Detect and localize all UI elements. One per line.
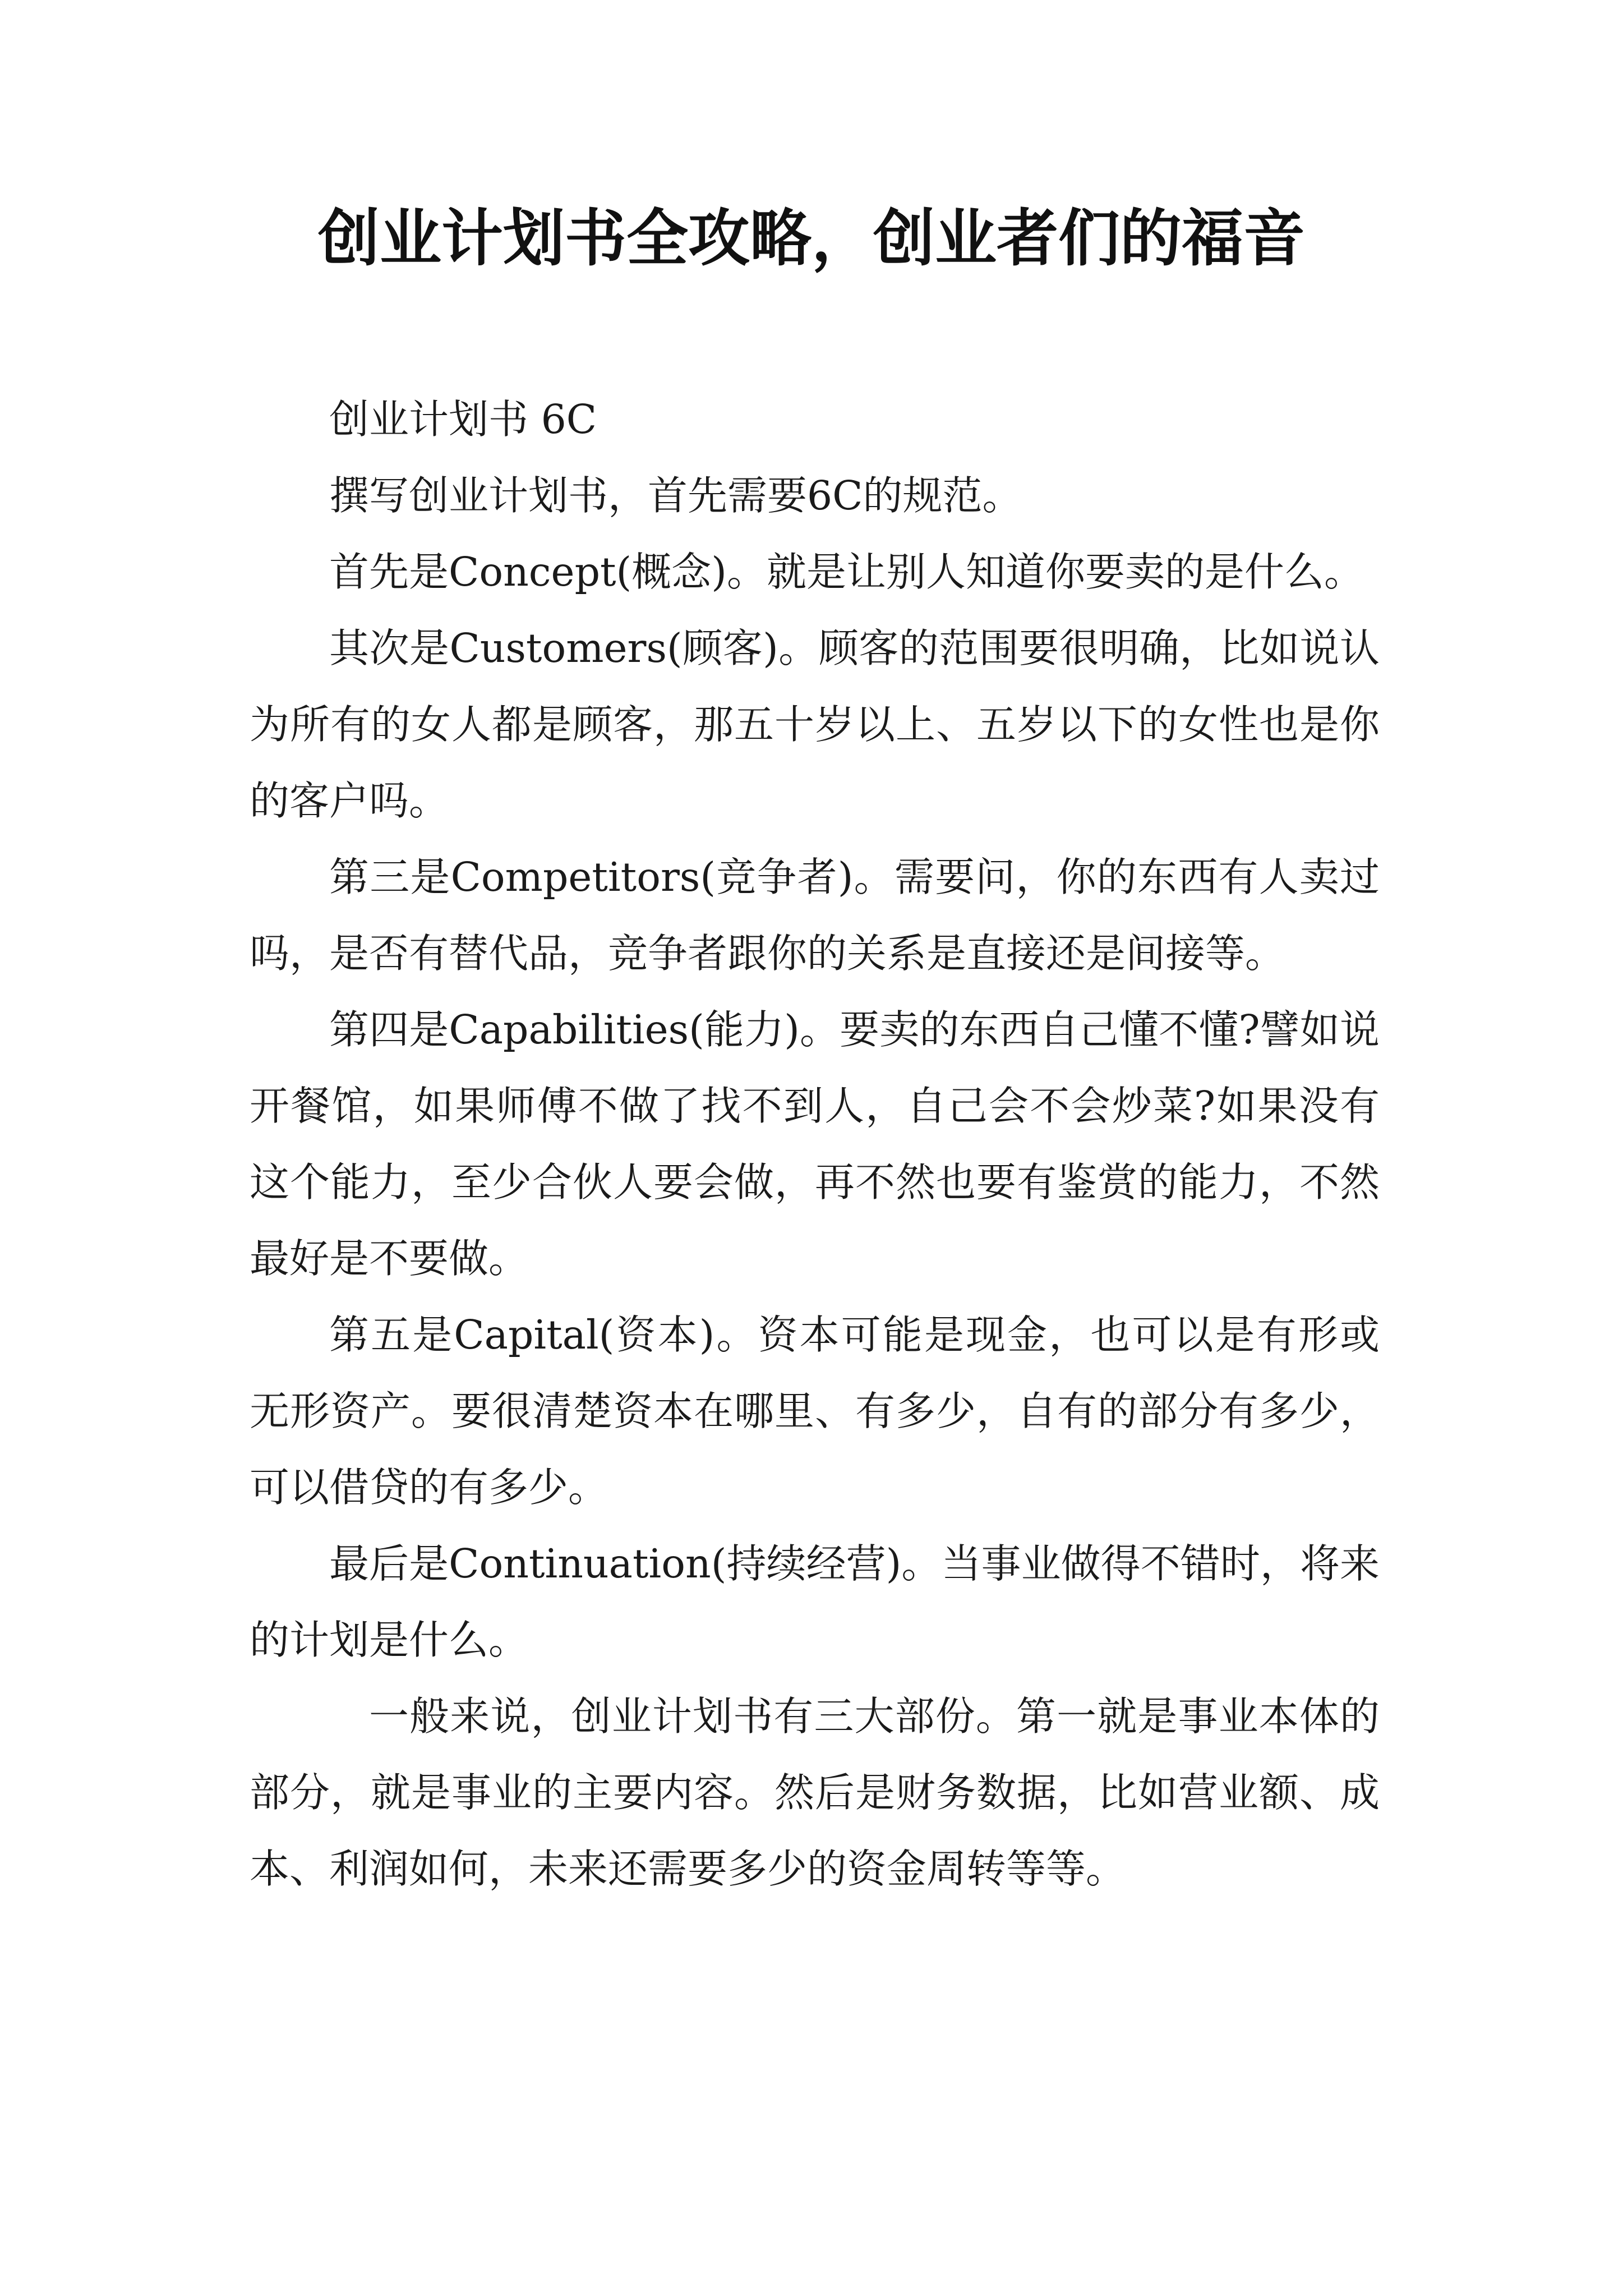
document-body xyxy=(250,381,1380,1907)
paragraph-continuation: 最后是Continuation(持续经营)。当事业做得不错时，将来的计划是什么。 xyxy=(250,1540,1380,1663)
paragraph-competitors: 第三是Competitors(竞争者)。需要问，你的东西有人卖过吗，是否有替代品，竞争者跟你的关系是直接还是间接等。 xyxy=(250,854,1380,977)
paragraph-capabilities: 第四是Capabilities(能力)。要卖的东西自己懂不懂?譬如说开餐馆，如果师傅不做了找不到人，自己会不会炒菜?如果没有这个能力，至少合伙人要会做，再不然也要有鉴赏的能力，不然最好是不要做。 xyxy=(250,1006,1380,1282)
paragraph-customers: 其次是Customers(顾客)。顾客的范围要很明确，比如说认为所有的女人都是顾客，那五十岁以上、五岁以下的女性也是你的客户吗。 xyxy=(250,625,1380,824)
paragraph-intro: 撰写创业计划书，首先需要6C的规范。 xyxy=(329,472,1022,519)
paragraph-three-parts: 一般来说，创业计划书有三大部份。第一就是事业本体的部分，就是事业的主要内容。然后是财务数据，比如营业额、成本、利润如何，未来还需要多少的资金周转等等。 xyxy=(250,1693,1380,1892)
document-title: 创业计划书全攻略，创业者们的福音 xyxy=(318,202,1305,274)
paragraph-capital: 第五是Capital(资本)。资本可能是现金，也可以是有形或无形资产。要很清楚资本在哪里、有多少，自有的部分有多少，可以借贷的有多少。 xyxy=(250,1312,1380,1511)
paragraph-heading-6c: 创业计划书 6C xyxy=(329,396,597,443)
paragraph-concept: 首先是Concept(概念)。就是让别人知道你要卖的是什么。 xyxy=(329,549,1364,595)
